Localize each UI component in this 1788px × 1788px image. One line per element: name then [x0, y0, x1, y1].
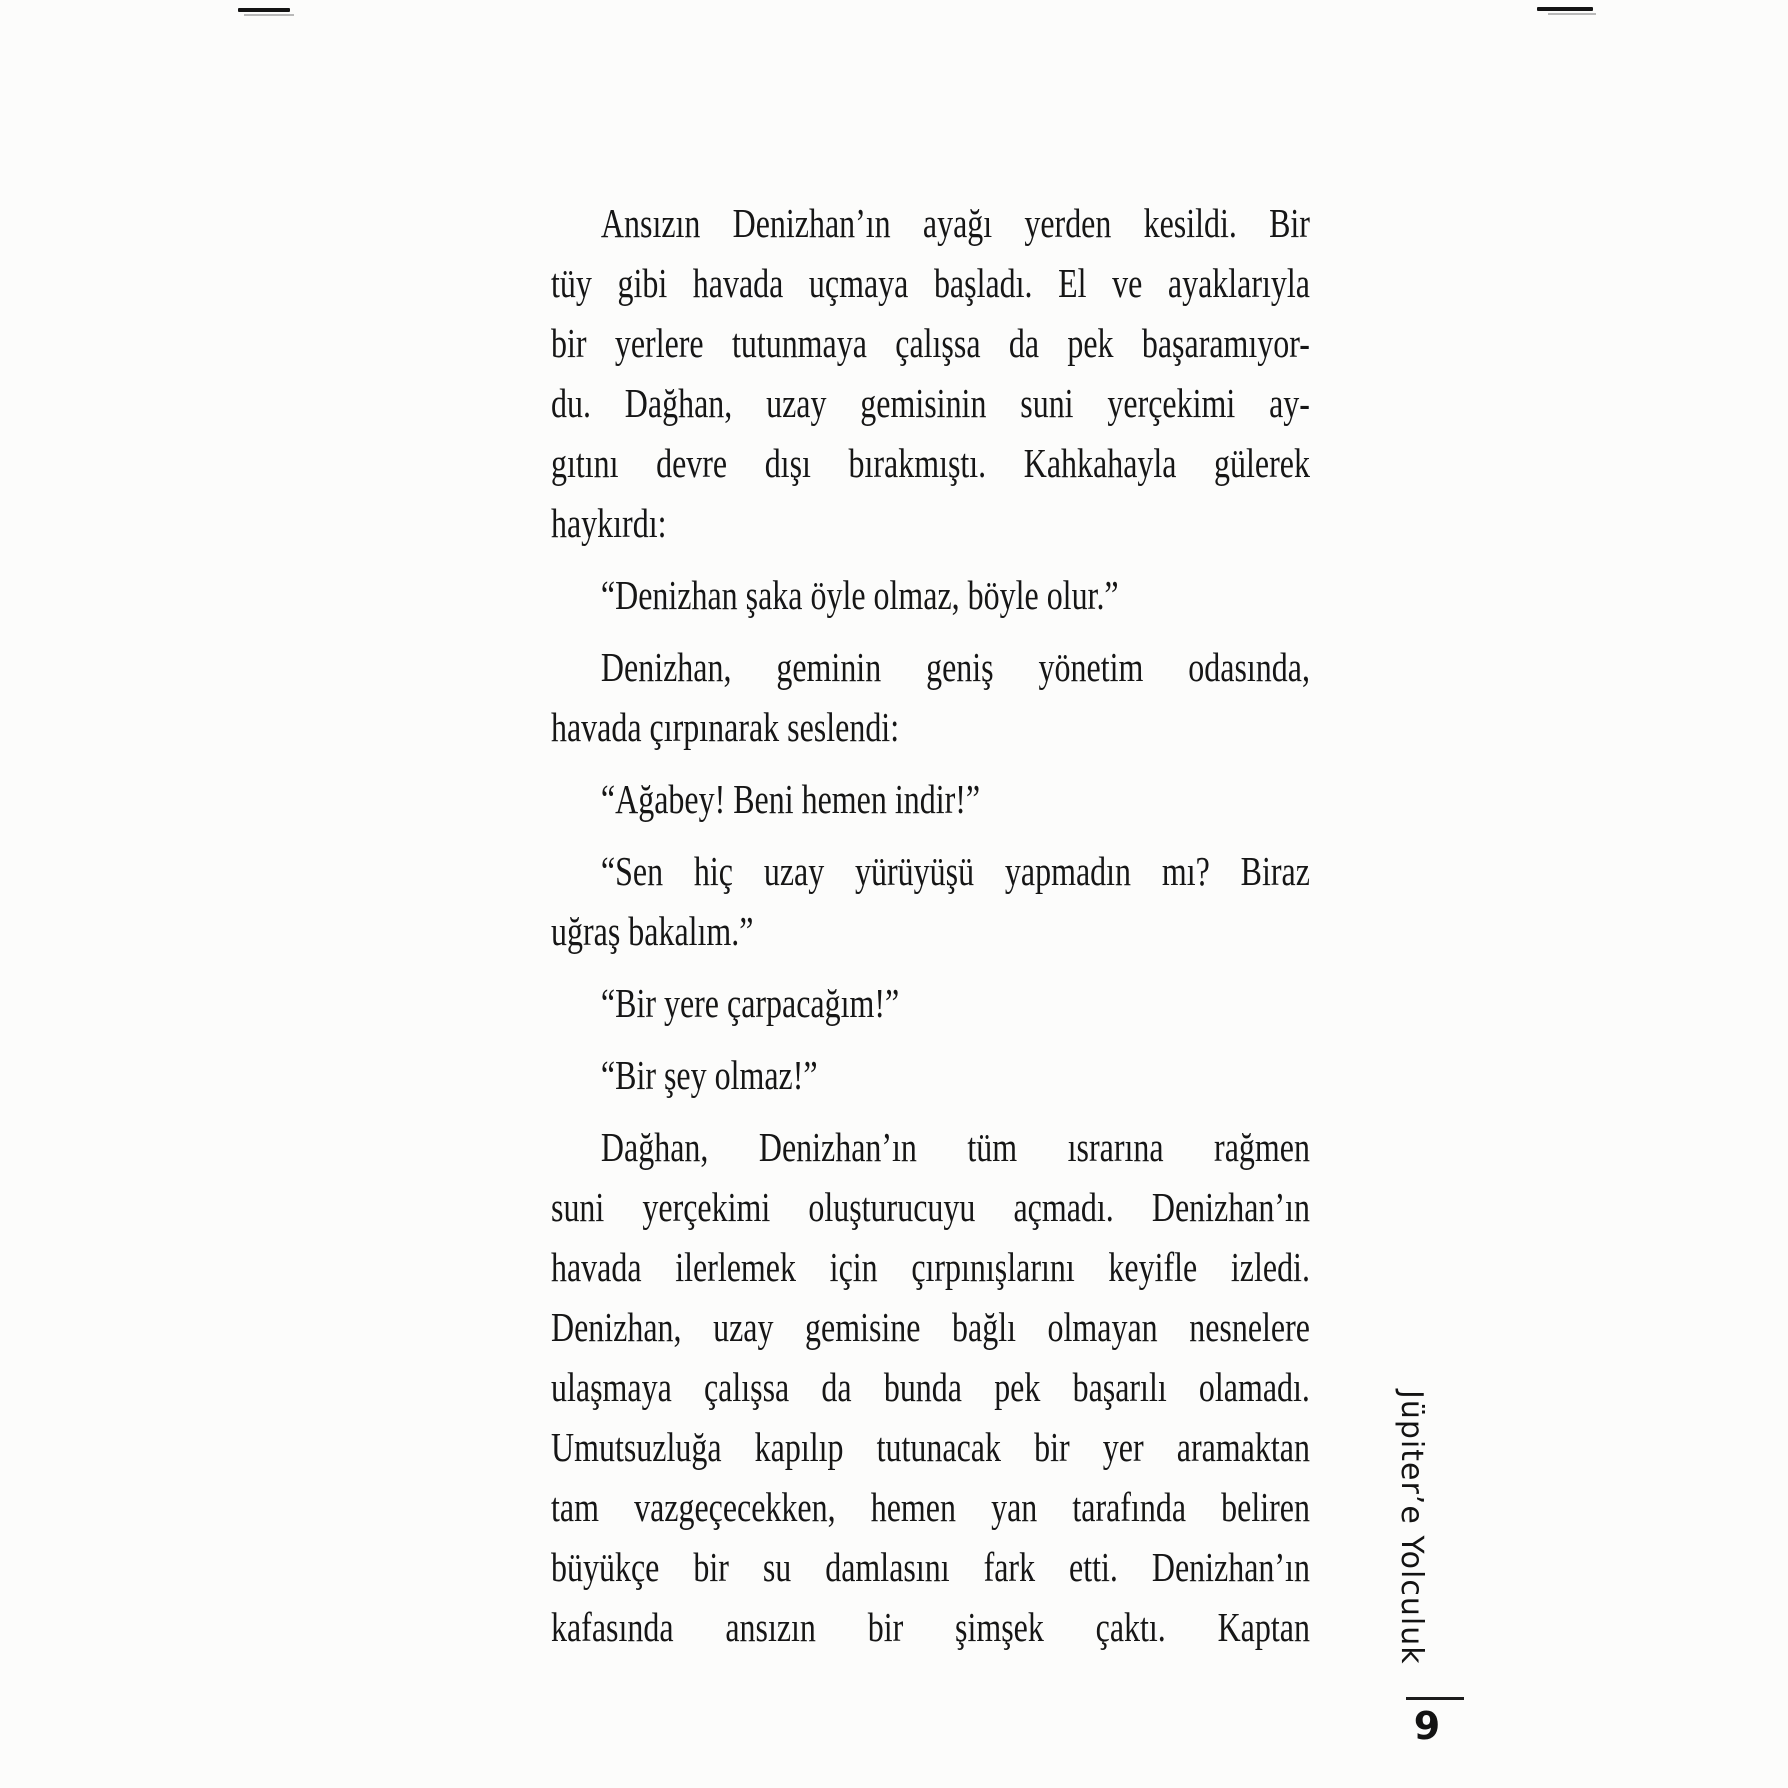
book-title-vertical: Jüpiter’e Yolculuk — [1394, 1390, 1429, 1665]
paragraph — [551, 637, 1310, 757]
text-line: gıtını devre dışı bırakmıştı. Kahkahayla gülerek — [551, 440, 1310, 486]
text-line: du. Dağhan, uzay gemisinin suni yerçekimi ay- — [551, 380, 1310, 426]
text-line: suni yerçekimi oluşturucuyu açmadı. Denizhan’ın — [551, 1184, 1310, 1230]
text-line: Dağhan, Denizhan’ın tüm ısrarına rağmen — [600, 1124, 1310, 1170]
text-line: Denizhan, uzay gemisine bağlı olmayan nesnelere — [551, 1304, 1310, 1350]
top-right-mark — [1537, 7, 1593, 15]
text-line: “Denizhan şaka öyle olmaz, böyle olur.” — [600, 572, 1119, 618]
top-right-mark-light-rule — [1548, 13, 1596, 15]
text-line: “Bir yere çarpacağım!” — [600, 980, 900, 1026]
text-line: “Ağabey! Beni hemen indir!” — [600, 776, 981, 822]
text-block — [551, 193, 1310, 1669]
paragraph — [551, 193, 1310, 553]
page-number: 9 — [1413, 1704, 1441, 1748]
top-left-mark — [238, 8, 290, 16]
text-line: büyükçe bir su damlasını fark etti. Denizhan’ın — [551, 1544, 1310, 1590]
text-line: havada ilerlemek için çırpınışlarını keyifle izledi. — [551, 1244, 1310, 1290]
text-line: Denizhan, geminin geniş yönetim odasında, — [600, 644, 1310, 690]
text-line: haykırdı: — [551, 500, 667, 546]
text-line: uğraş bakalım.” — [551, 908, 754, 954]
text-line: “Sen hiç uzay yürüyüşü yapmadın mı? Biraz — [600, 848, 1310, 894]
paragraph — [551, 1045, 1310, 1105]
footer-divider — [1406, 1697, 1464, 1700]
paragraph — [551, 565, 1310, 625]
paragraph — [551, 769, 1310, 829]
top-left-mark-light-rule — [244, 14, 294, 16]
paragraph — [551, 841, 1310, 961]
paragraph — [551, 973, 1310, 1033]
top-right-mark-dark-rule — [1537, 7, 1593, 11]
text-line: bir yerlere tutunmaya çalışsa da pek başaramıyor- — [551, 320, 1310, 366]
text-line: tüy gibi havada uçmaya başladı. El ve ayaklarıyla — [551, 260, 1310, 306]
text-line: Umutsuzluğa kapılıp tutunacak bir yer aramaktan — [551, 1424, 1310, 1470]
text-line: “Bir şey olmaz!” — [600, 1052, 818, 1098]
text-line: kafasında ansızın bir şimşek çaktı. Kaptan — [551, 1604, 1310, 1650]
top-left-mark-dark-rule — [238, 8, 290, 12]
text-line: tam vazgeçecekken, hemen yan tarafında beliren — [551, 1484, 1310, 1530]
text-line: havada çırpınarak seslendi: — [551, 704, 900, 750]
text-line: ulaşmaya çalışsa da bunda pek başarılı olamadı. — [551, 1364, 1310, 1410]
text-line: Ansızın Denizhan’ın ayağı yerden kesildi. Bir — [600, 200, 1310, 246]
paragraph — [551, 1117, 1310, 1657]
